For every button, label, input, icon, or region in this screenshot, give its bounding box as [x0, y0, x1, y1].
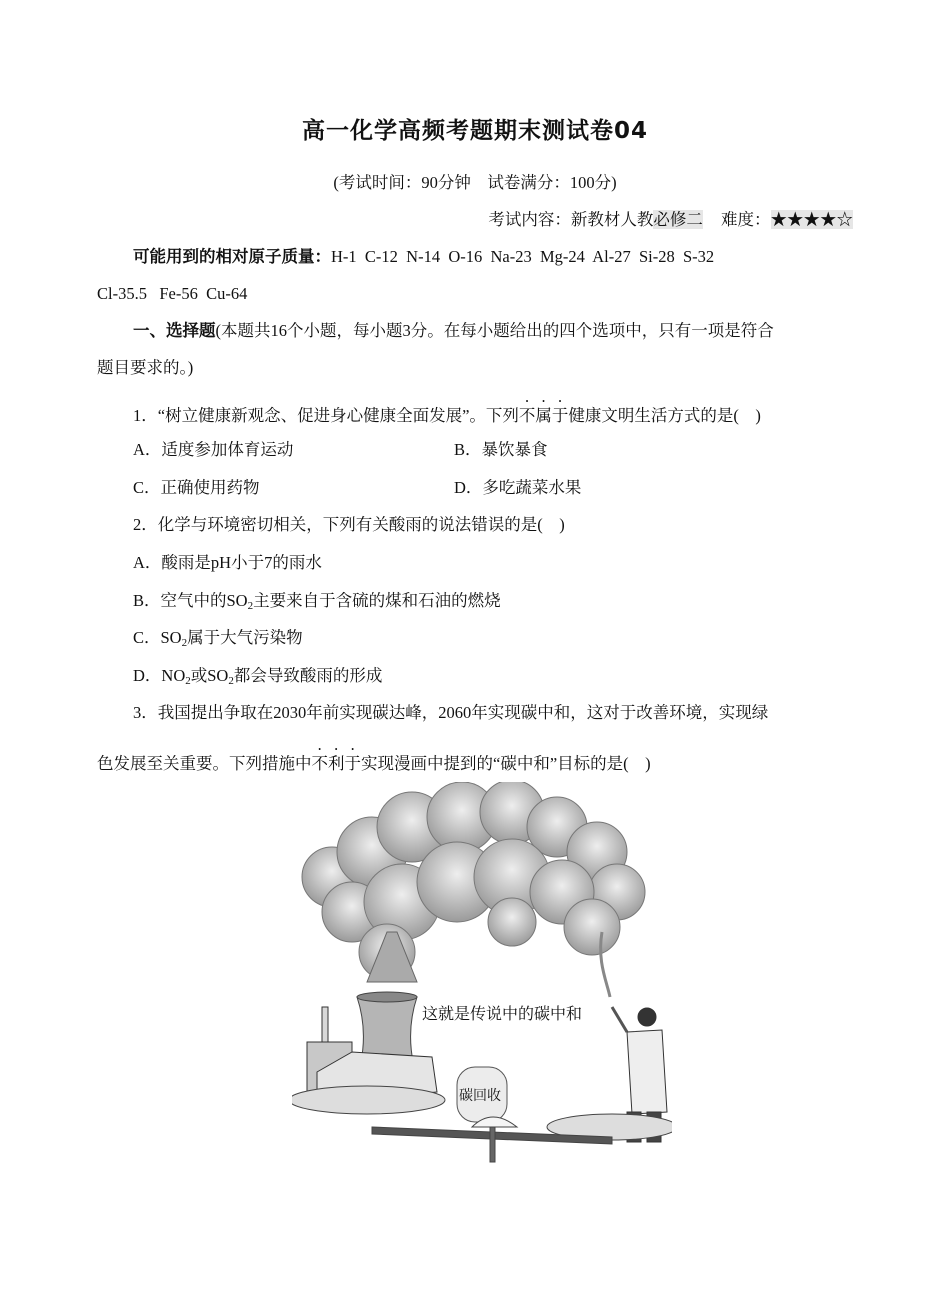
- question-3-line2: 色发展至关重要。下列措施中不利于实现漫画中提到的“碳中和”目标的是( ): [97, 754, 651, 773]
- q1-option-a: A．适度参加体育运动: [133, 440, 294, 459]
- cartoon-drawing: [292, 782, 672, 1167]
- q1-option-b: B．暴饮暴食: [454, 440, 548, 459]
- cartoon-caption: 这就是传说中的碳中和: [422, 1004, 583, 1023]
- q2-option-d: D．$NO_2$或$SO_2$都会导致酸雨的形成: [133, 666, 383, 687]
- atomic-mass-values: H-1 C-12 N-14 O-16 Na-23 Mg-24 Al-27 Si-28 S-32: [331, 247, 715, 266]
- q1-option-c: C．正确使用药物: [133, 478, 260, 497]
- q2-option-a: A．酸雨是pH小于7的雨水: [133, 553, 322, 572]
- q1-stem-end: 健康文明生活方式的是( ): [568, 406, 761, 425]
- content-label: 考试内容：新教材人教: [488, 210, 654, 229]
- section-desc: (本题共16个小题，每小题3分。在每小题给出的四个选项中，只有一项是符合: [215, 321, 774, 340]
- section-title: 一、选择题: [133, 321, 216, 340]
- atomic-mass-label: 可能用到的相对原子质量：: [133, 247, 331, 266]
- q1-emphasis: 不属于: [518, 406, 569, 425]
- section-desc-2: 题目要求的。): [97, 358, 194, 377]
- content-value: 必修二: [653, 210, 703, 229]
- exam-info: (考试时间：90分钟 试卷满分：100分): [333, 173, 617, 192]
- page-title: 高一化学高频考题期末测试卷04: [301, 118, 648, 144]
- q3-emphasis: 不利于: [311, 754, 361, 773]
- difficulty-stars: ★★★★☆: [770, 210, 853, 229]
- question-3: 3．我国提出争取在2030年前实现碳达峰，2060年实现碳中和，这对于改善环境，实现绿: [133, 703, 769, 722]
- smoke-clouds: [302, 782, 645, 980]
- atomic-mass-line: [133, 246, 714, 268]
- tank-label: 碳回收: [459, 1088, 501, 1104]
- q2-option-b: B．空气中的$SO_2$主要来自于含硫的煤和石油的燃烧: [133, 591, 501, 612]
- atomic-mass-values-2: Cl-35.5 Fe-56 Cu-64: [97, 284, 248, 303]
- section-heading: [133, 320, 774, 342]
- q2-option-c: C．$SO_2$属于大气污染物: [133, 628, 303, 649]
- question-1: [133, 397, 761, 427]
- question-2: 2．化学与环境密切相关，下列有关酸雨的说法错误的是( ): [133, 515, 565, 534]
- exam-meta: [488, 209, 853, 231]
- difficulty-label: 难度：: [721, 210, 771, 229]
- q1-stem: 1．“树立健康新观念、促进身心健康全面发展”。下列: [133, 406, 519, 425]
- carbon-neutral-cartoon: [292, 782, 672, 1167]
- q1-option-d: D．多吃蔬菜水果: [454, 478, 582, 497]
